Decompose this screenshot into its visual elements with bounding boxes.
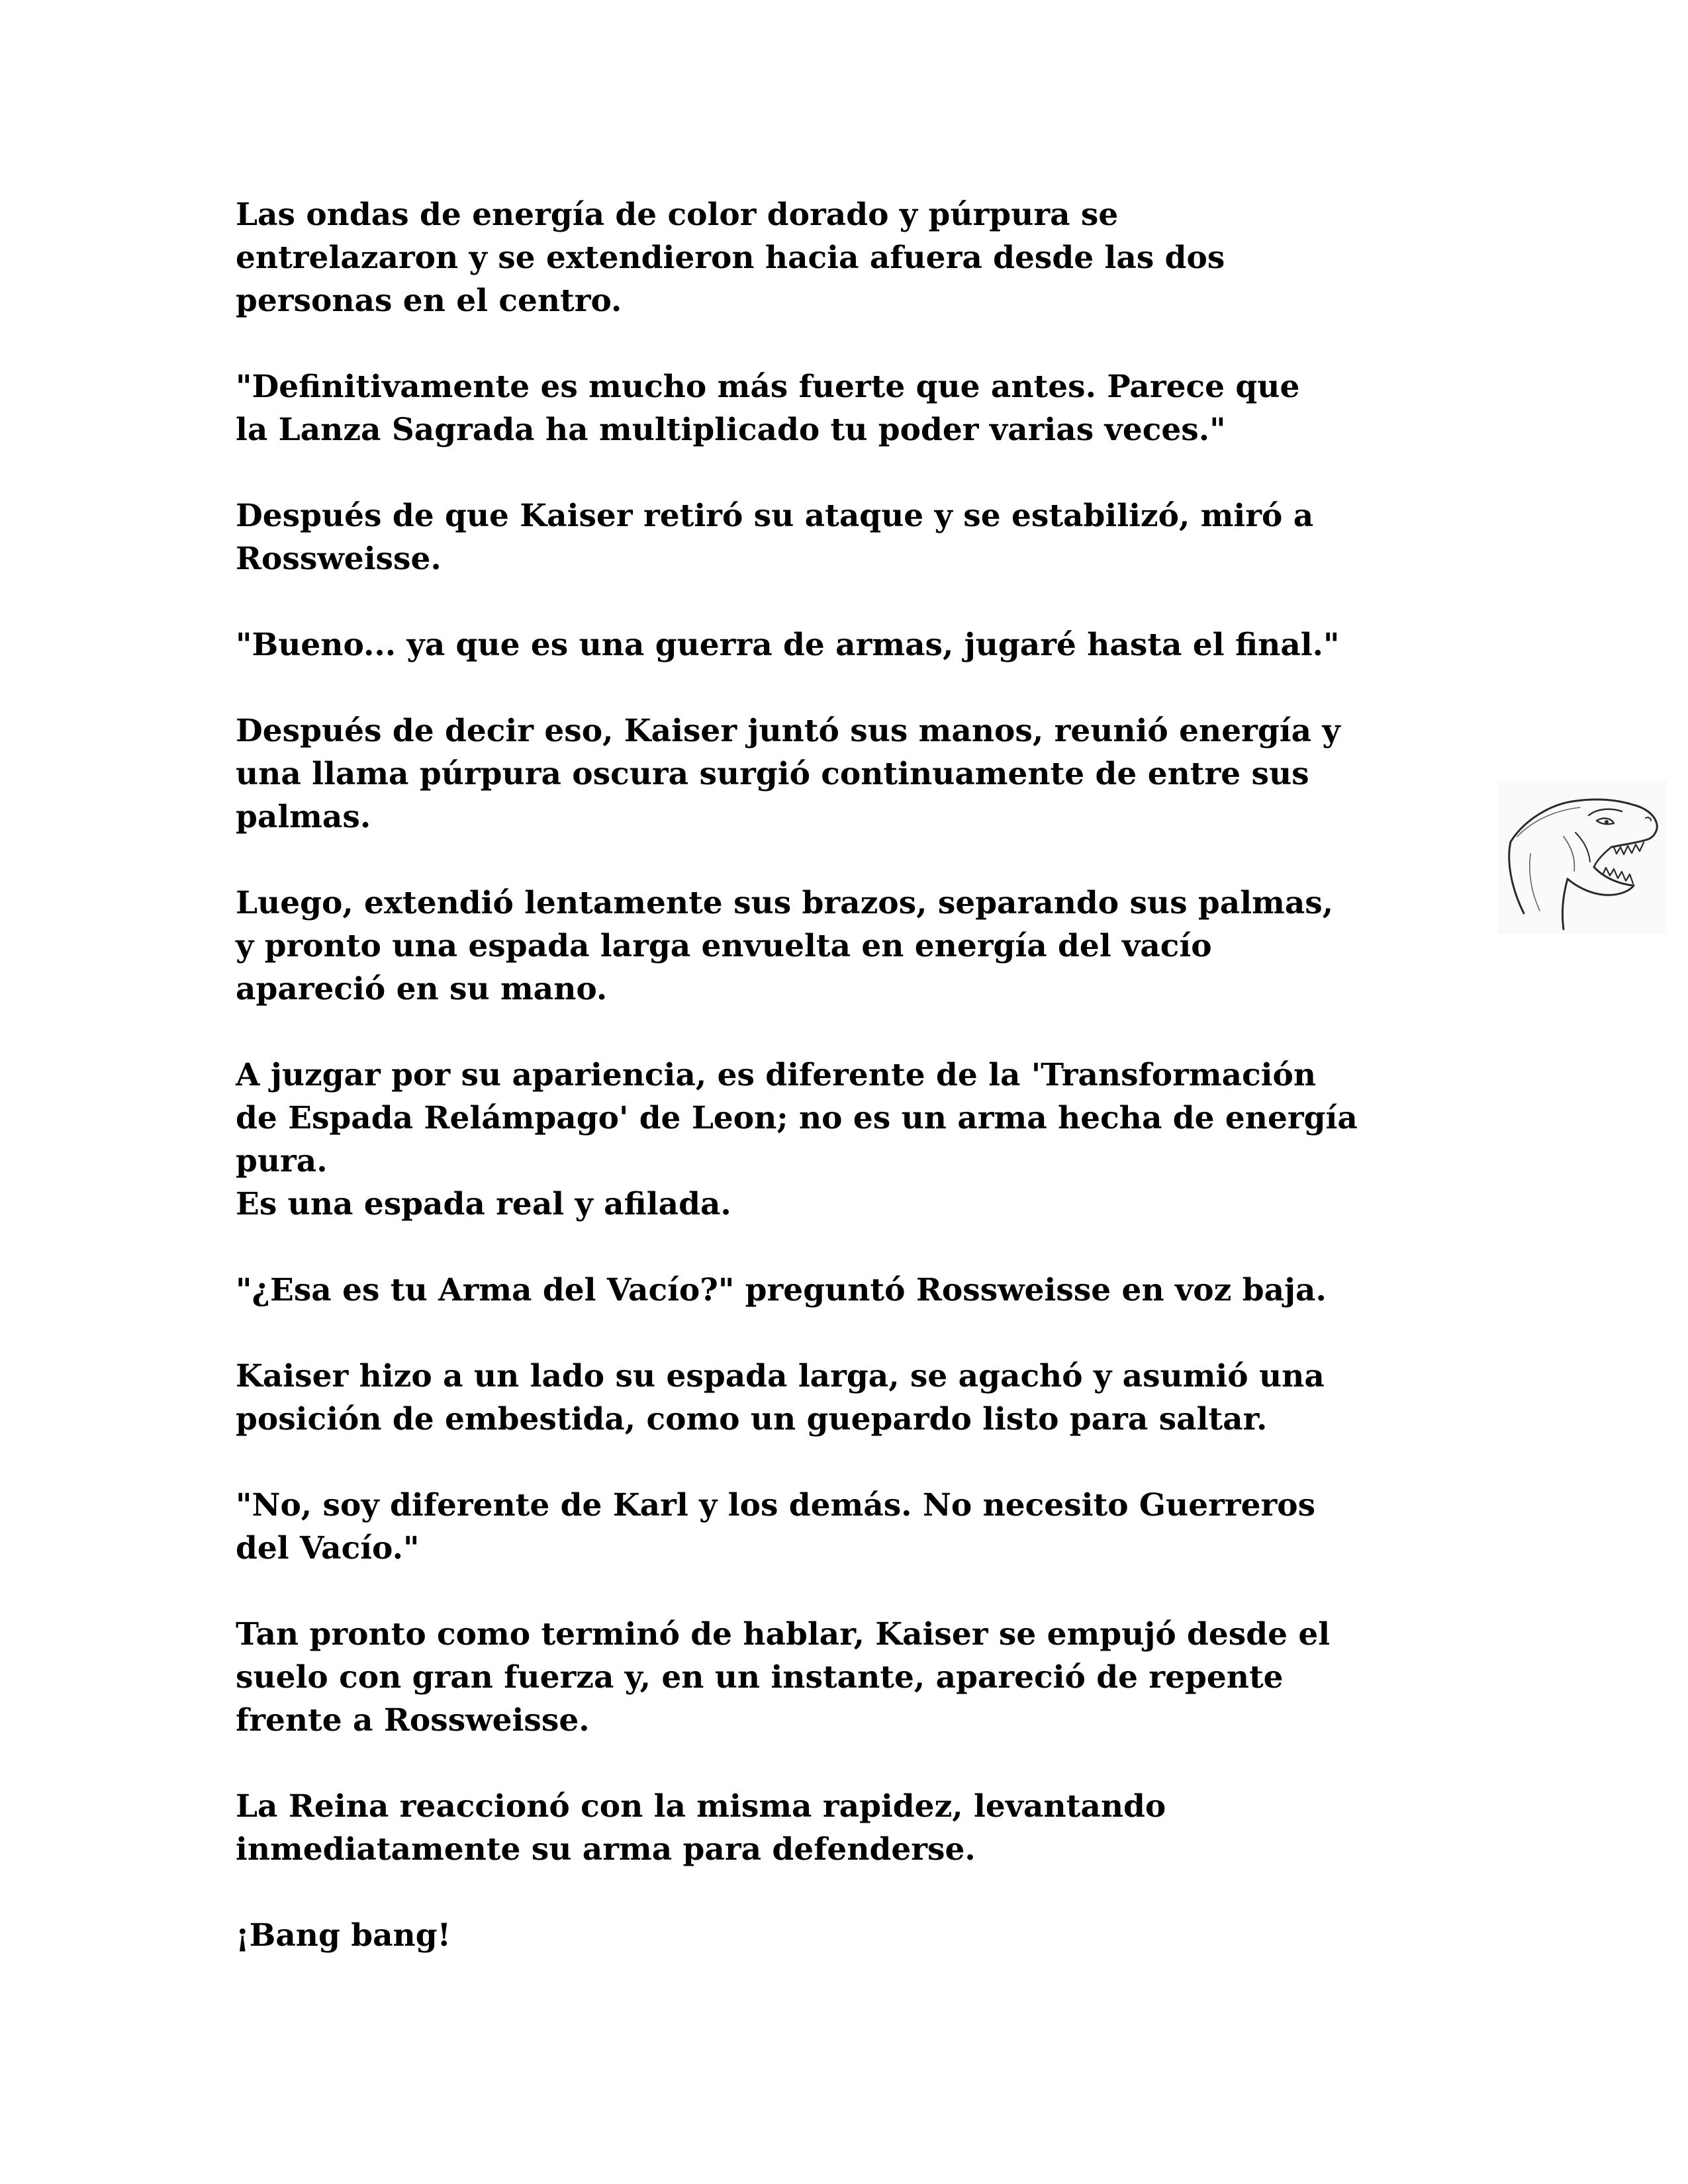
paragraph: Tan pronto como terminó de hablar, Kaiser se empujó desde el suelo con gran fuerza y, en un instante, apareció de repente frente a Rossweisse. — [236, 1616, 1331, 1739]
paragraph: "¿Esa es tu Arma del Vacío?" preguntó Rossweisse en voz baja. — [236, 1272, 1327, 1308]
paragraph: ¡Bang bang! — [236, 1917, 451, 1954]
paragraph: "No, soy diferente de Karl y los demás. No necesito Guerreros del Vacío." — [236, 1487, 1316, 1567]
paragraph: Kaiser hizo a un lado su espada larga, se agachó y asumió una posición de embestida, como un guepardo listo para saltar. — [236, 1358, 1325, 1437]
paragraph: Después de decir eso, Kaiser juntó sus manos, reunió energía y una llama púrpura oscura surgió continuamente de entre sus palmas. — [236, 713, 1340, 835]
paragraph: "Bueno... ya que es una guerra de armas, jugaré hasta el final." — [236, 627, 1340, 663]
document-body — [236, 193, 1493, 1957]
paragraph: "Definitivamente es mucho más fuerte que antes. Parece que la Lanza Sagrada ha multiplicado tu poder varias veces." — [236, 369, 1300, 448]
paragraph: A juzgar por su apariencia, es diferente de la 'Transformación de Espada Relámpago' de Leon; no es un arma hecha de energía pura. Es una espada real y afilada. — [236, 1057, 1358, 1222]
dinosaur-head-sketch-icon — [1497, 781, 1667, 934]
paragraph: Las ondas de energía de color dorado y púrpura se entrelazaron y se extendieron hacia afuera desde las dos personas en el centro. — [236, 197, 1225, 319]
paragraph: Después de que Kaiser retiró su ataque y se estabilizó, miró a Rossweisse. — [236, 498, 1314, 577]
paragraph: Luego, extendió lentamente sus brazos, separando sus palmas, y pronto una espada larga envuelta en energía del vacío apareció en su mano. — [236, 885, 1334, 1007]
paragraph: La Reina reaccionó con la misma rapidez, levantando inmediatamente su arma para defenderse. — [236, 1788, 1166, 1868]
